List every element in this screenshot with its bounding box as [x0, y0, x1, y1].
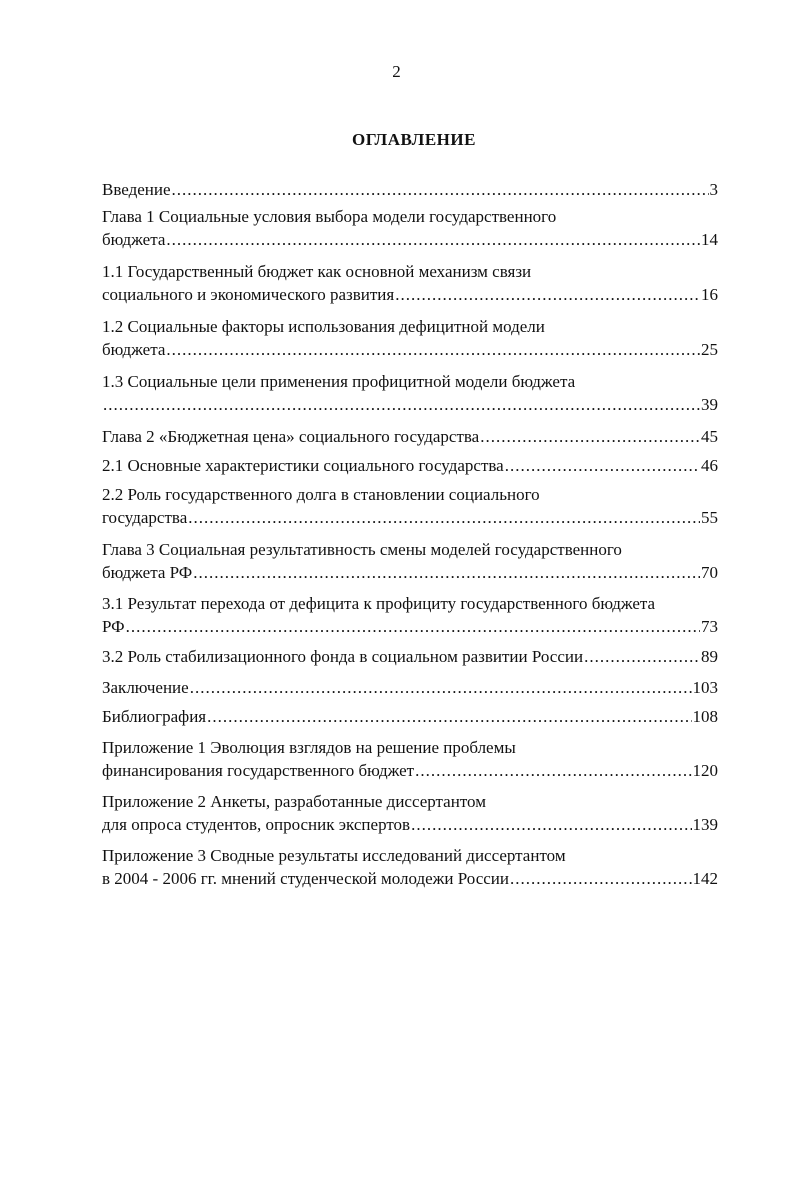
- toc-page-number: 55: [701, 508, 718, 527]
- toc-page-number: 120: [692, 761, 718, 780]
- toc-leader-line: [102, 759, 718, 782]
- toc-leader-line: [102, 645, 718, 668]
- toc-entry-line: Приложение 2 Анкеты, разработанные диссертантом: [102, 792, 486, 811]
- dot-leader: [188, 506, 700, 529]
- dot-leader: [103, 393, 700, 416]
- toc-page-number: 142: [692, 869, 718, 888]
- toc-entry: [102, 260, 718, 306]
- toc-entry: [102, 676, 718, 699]
- toc-entry-title: 2.1 Основные характеристики социального государства: [102, 456, 504, 475]
- toc-page-number: 139: [692, 815, 718, 834]
- toc-page-number: 46: [701, 456, 718, 475]
- toc-page-number: 108: [692, 707, 718, 726]
- dot-leader: [411, 813, 691, 836]
- toc-page-number: 16: [701, 285, 718, 304]
- toc-entry-title: 3.2 Роль стабилизационного фонда в социальном развитии России: [102, 647, 584, 666]
- toc-entry: [102, 205, 718, 251]
- toc-entry-title: Заключение: [102, 678, 189, 697]
- toc-entry-line: 1.3 Социальные цели применения профицитной модели бюджета: [102, 372, 576, 391]
- toc-title: ОГЛАВЛЕНИЕ: [352, 130, 476, 149]
- toc-page-number: 73: [701, 617, 718, 636]
- toc-leader-line: [102, 338, 718, 361]
- toc-entry-line: 2.2 Роль государственного долга в становлении социального: [102, 485, 540, 504]
- table-of-contents: [102, 178, 718, 890]
- toc-entry: [102, 645, 718, 668]
- page-number: 2: [392, 62, 401, 81]
- toc-page-number: 39: [701, 395, 718, 414]
- toc-entry-title: в 2004 - 2006 гг. мнений студенческой молодежи России: [102, 869, 509, 888]
- toc-entry: [102, 454, 718, 477]
- toc-entry-title: финансирования государственного бюджет: [102, 761, 415, 780]
- dot-leader: [510, 867, 692, 890]
- toc-leader-line: [102, 228, 718, 251]
- toc-page-number: 14: [701, 230, 718, 249]
- toc-entry-title: Введение: [102, 180, 171, 199]
- toc-leader-line: [102, 283, 718, 306]
- dot-leader: [395, 283, 700, 306]
- toc-leader-line: [102, 615, 718, 638]
- toc-entry-title: Библиография: [102, 707, 207, 726]
- toc-entry-title: бюджета: [102, 340, 166, 359]
- toc-entry: [102, 178, 718, 201]
- toc-entry-line: Приложение 1 Эволюция взглядов на решение проблемы: [102, 738, 516, 757]
- toc-entry-title: бюджета РФ: [102, 563, 193, 582]
- toc-leader-line: [102, 425, 718, 448]
- toc-entry-line: Приложение 3 Сводные результаты исследований диссертантом: [102, 846, 566, 865]
- toc-page-number: 45: [701, 427, 718, 446]
- toc-leader-line: [102, 676, 718, 699]
- toc-leader-line: [102, 393, 718, 416]
- toc-entry-line: 1.1 Государственный бюджет как основной механизм связи: [102, 262, 532, 281]
- toc-entry-line: Глава 1 Социальные условия выбора модели государственного: [102, 207, 557, 226]
- toc-leader-line: [102, 178, 718, 201]
- toc-entry: [102, 736, 718, 782]
- toc-entry-line: 1.2 Социальные факторы использования дефицитной модели: [102, 317, 545, 336]
- toc-leader-line: [102, 813, 718, 836]
- dot-leader: [480, 425, 700, 448]
- toc-entry-line: 3.1 Результат перехода от дефицита к профициту государственного бюджета: [102, 594, 656, 613]
- dot-leader: [584, 645, 700, 668]
- toc-entry: [102, 370, 718, 416]
- toc-leader-line: [102, 454, 718, 477]
- toc-page-number: 89: [701, 647, 718, 666]
- dot-leader: [505, 454, 700, 477]
- toc-leader-line: [102, 561, 718, 584]
- toc-entry-title: государства: [102, 508, 188, 527]
- toc-entry: [102, 483, 718, 529]
- toc-entry: [102, 705, 718, 728]
- dot-leader: [126, 615, 700, 638]
- dot-leader: [193, 561, 700, 584]
- toc-entry: [102, 592, 718, 638]
- dot-leader: [190, 676, 692, 699]
- toc-leader-line: [102, 867, 718, 890]
- toc-entry: [102, 538, 718, 584]
- dot-leader: [415, 759, 691, 782]
- toc-entry-line: Глава 3 Социальная результативность смены моделей государственного: [102, 540, 622, 559]
- toc-entry: [102, 425, 718, 448]
- toc-page-number: 70: [701, 563, 718, 582]
- toc-page-number: 103: [692, 678, 718, 697]
- toc-entry: [102, 790, 718, 836]
- toc-entry-title: РФ: [102, 617, 125, 636]
- toc-page-number: 3: [709, 180, 718, 199]
- dot-leader: [166, 228, 700, 251]
- toc-entry-title: социального и экономического развития: [102, 285, 395, 304]
- toc-entry-title: бюджета: [102, 230, 166, 249]
- toc-entry-title: для опроса студентов, опросник экспертов: [102, 815, 411, 834]
- toc-leader-line: [102, 705, 718, 728]
- toc-leader-line: [102, 506, 718, 529]
- dot-leader: [172, 178, 709, 201]
- toc-page-number: 25: [701, 340, 718, 359]
- toc-entry: [102, 844, 718, 890]
- dot-leader: [166, 338, 700, 361]
- toc-entry-title: Глава 2 «Бюджетная цена» социального государства: [102, 427, 480, 446]
- dot-leader: [207, 705, 691, 728]
- toc-entry: [102, 315, 718, 361]
